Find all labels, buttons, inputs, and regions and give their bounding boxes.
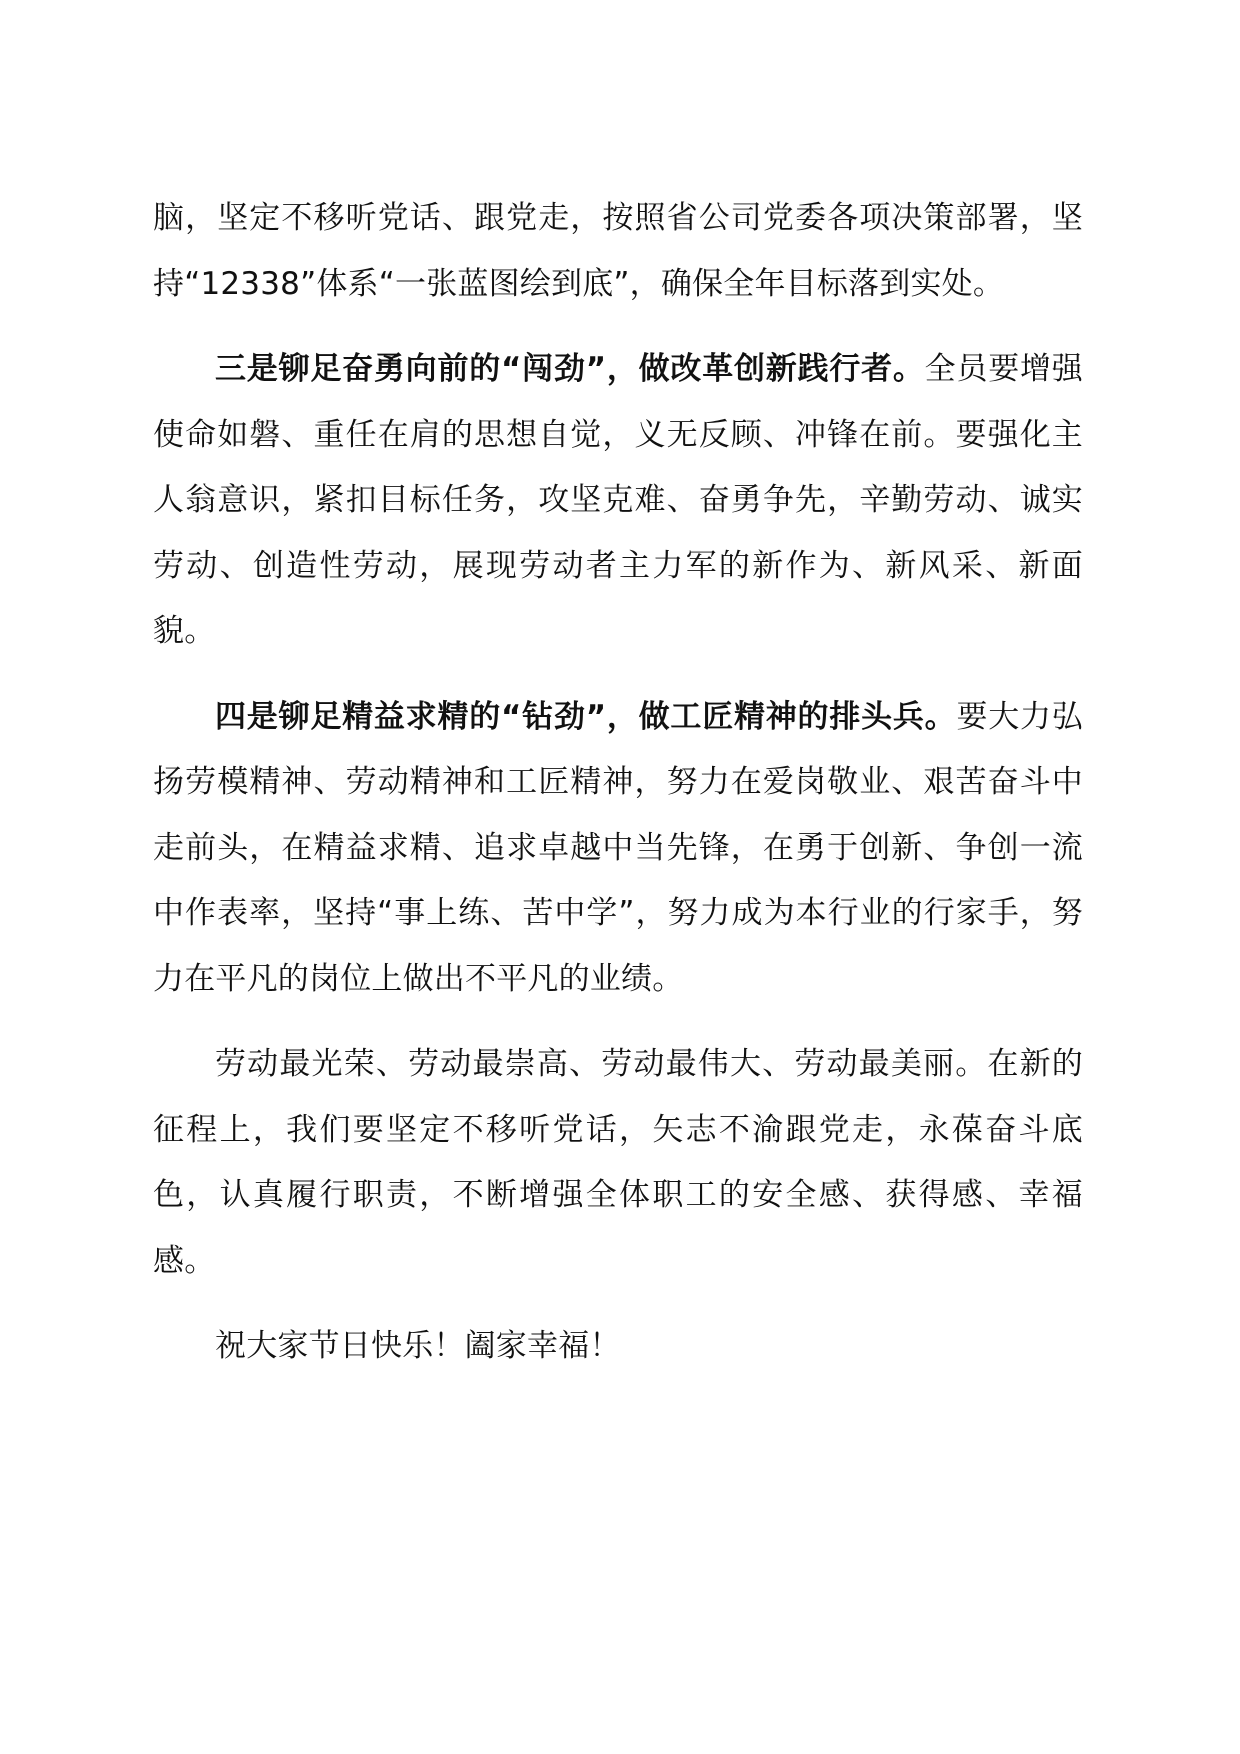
paragraph-text: 劳动最光荣、劳动最崇高、劳动最伟大、劳动最美丽。在新的征程上，我们要坚定不移听党话，矢志不渝跟党走，永葆奋斗底色，认真履行职责，不断增强全体职工的安全感、获得感、幸福感。 xyxy=(153,1046,1083,1279)
paragraph-conclusion xyxy=(153,1032,1083,1294)
paragraph-continuation xyxy=(153,186,1083,317)
paragraph-text: 要大力弘扬劳模精神、劳动精神和工匠精神，努力在爱岗敬业、艰苦奋斗中走前头，在精益求精、追求卓越中当先锋，在勇于创新、争创一流中作表率，坚持“事上练、苦中学”，努力成为本行业的行家手，努力在平凡的岗位上做出不平凡的业绩。 xyxy=(153,698,1083,997)
paragraph-greeting xyxy=(153,1314,1083,1380)
paragraph-heading: 三是铆足奋勇向前的“闯劲”，做改革创新践行者。 xyxy=(215,351,925,387)
paragraph-text: 全员要增强使命如磐、重任在肩的思想自觉，义无反顾、冲锋在前。要强化主人翁意识，紧扣目标任务，攻坚克难、奋勇争先，辛勤劳动、诚实劳动、创造性劳动，展现劳动者主力军的新作为、新风采、新面貌。 xyxy=(153,351,1083,649)
paragraph-text: 脑，坚定不移听党话、跟党走，按照省公司党委各项决策部署，坚持“12338”体系“一张蓝图绘到底”，确保全年目标落到实处。 xyxy=(153,200,1083,302)
document-body xyxy=(153,186,1083,1380)
paragraph-point-three xyxy=(153,337,1083,665)
paragraph-heading: 四是铆足精益求精的“钻劲”，做工匠精神的排头兵。 xyxy=(215,698,957,735)
paragraph-point-four xyxy=(153,685,1083,1013)
paragraph-text: 祝大家节日快乐！阖家幸福！ xyxy=(215,1328,621,1364)
